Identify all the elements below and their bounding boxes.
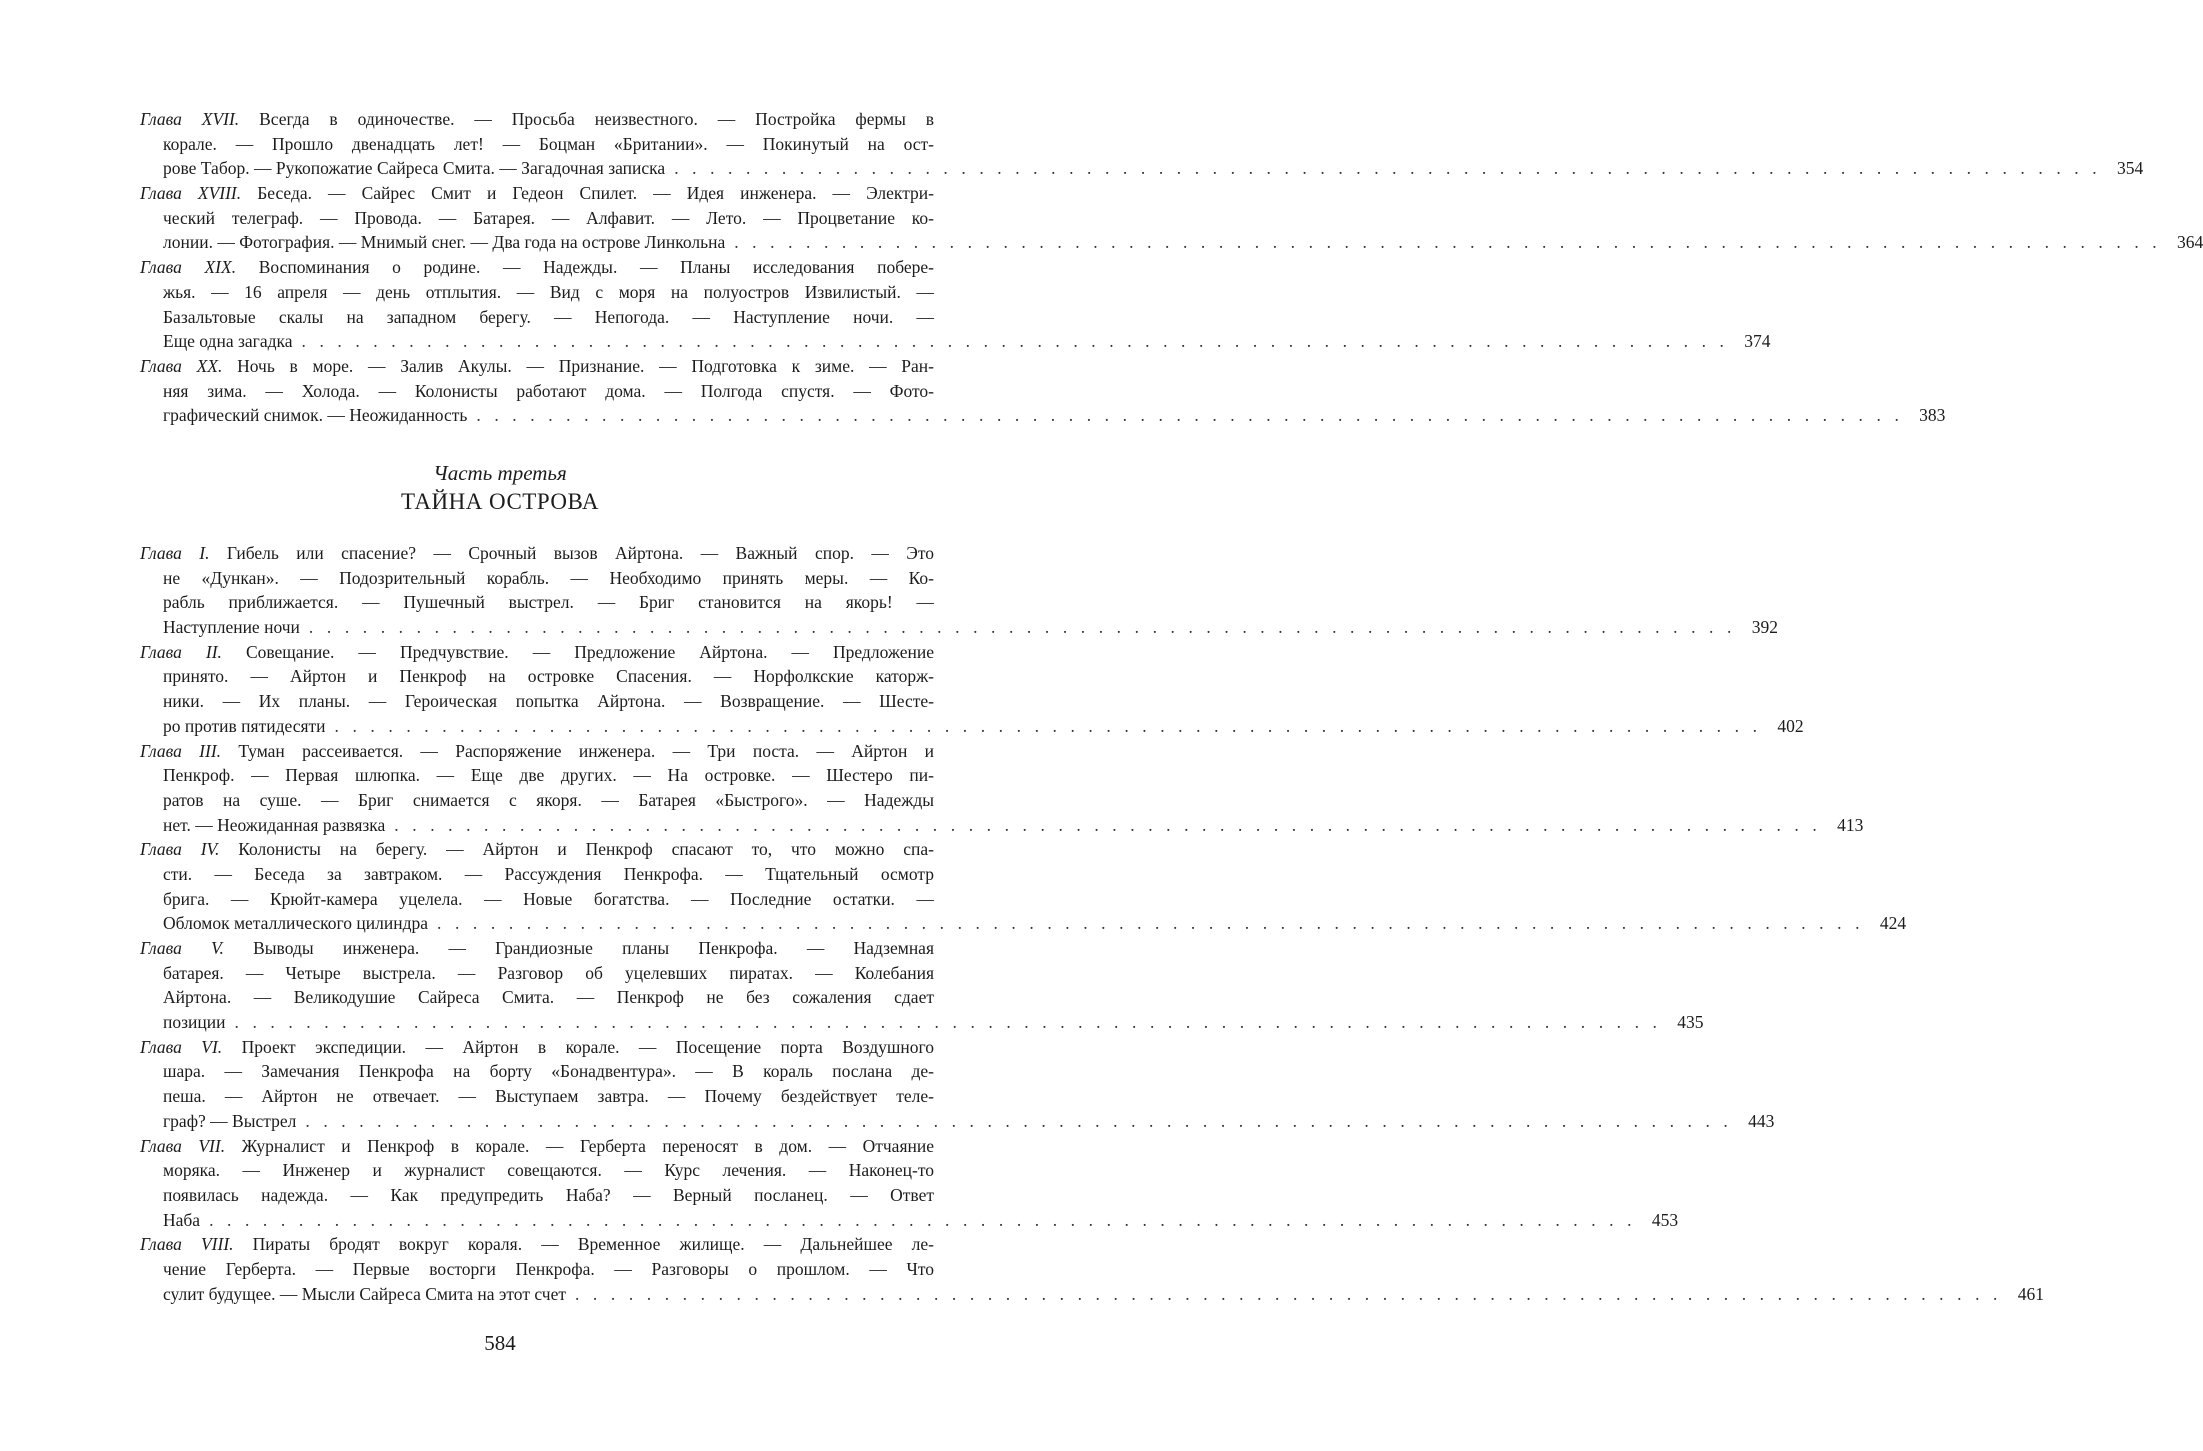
toc-line-last bbox=[140, 911, 1907, 936]
toc-line-last bbox=[140, 156, 2144, 181]
toc-entry bbox=[140, 837, 1907, 936]
chapter-text: Журналист и Пенкроф в корале. — Герберта переносят в дом. — Отчаяние bbox=[241, 1135, 934, 1156]
chapter-text: ратов на суше. — Бриг снимается с якоря. — Батарея «Быстрого». — Надежды bbox=[163, 789, 934, 810]
toc-entry bbox=[140, 541, 1778, 640]
part-subtitle: Часть третья bbox=[433, 461, 567, 485]
dot-leader: . . . . . . . . . . . . . . . . . . . . . . . . . . . . . . . . . . . . . . . . . . . . . . . . . . . . . . . . . . . . . . . . . . . . . . . . . . . . . . . . bbox=[308, 617, 1736, 638]
toc-line bbox=[140, 181, 934, 206]
chapter-text: моряка. — Инженер и журналист совещаются. — Курс лечения. — Наконец-то bbox=[163, 1160, 934, 1181]
chapter-text: жья. — 16 апреля — день отплытия. — Вид с моря на полуостров Извилистый. — bbox=[163, 281, 934, 302]
chapter-text: рабль приближается. — Пушечный выстрел. — Бриг становится на якорь! — bbox=[163, 592, 934, 613]
toc-line-last bbox=[140, 1109, 1775, 1134]
chapter-text: Выводы инженера. — Грандиозные планы Пенкрофа. — Надземная bbox=[253, 938, 935, 958]
chapter-text: пеша. — Айртон не отвечает. — Выступаем завтра. — Почему бездействует теле- bbox=[163, 1086, 934, 1107]
chapter-text: чение Герберта. — Первые восторги Пенкрофа. — Разговоры о прошлом. — Что bbox=[163, 1258, 934, 1279]
toc-entry bbox=[140, 107, 2144, 181]
chapter-text: Обломок металлического цилиндра bbox=[163, 913, 429, 934]
chapter-text: Туман рассеивается. — Распоряжение инженера. — Три поста. — Айртон и bbox=[238, 740, 935, 761]
dot-leader: . . . . . . . . . . . . . . . . . . . . . . . . . . . . . . . . . . . . . . . . . . . . . . . . . . . . . . . . . . . . . . . . . . . . . . . . . . . . . . . . bbox=[437, 913, 1865, 934]
chapter-text: Совещание. — Предчувствие. — Предложение Айртона. — Предложение bbox=[245, 641, 935, 662]
chapter-label: Глава VI. bbox=[140, 1036, 223, 1057]
toc-line bbox=[140, 763, 934, 788]
toc-line-last bbox=[140, 615, 1778, 640]
toc-entry bbox=[140, 255, 1771, 354]
toc-line-last bbox=[140, 230, 2203, 255]
dot-leader: . . . . . . . . . . . . . . . . . . . . . . . . . . . . . . . . . . . . . . . . . . . . . . . . . . . . . . . . . . . . . . . . . . . . . . . . . . . . . . . . bbox=[574, 1283, 2003, 1304]
toc-line bbox=[140, 1183, 934, 1208]
chapter-text: няя зима. — Холода. — Колонисты работают дома. — Полгода спустя. — Фото- bbox=[163, 380, 934, 401]
chapter-text: ро против пятидесяти bbox=[163, 715, 326, 736]
toc-line bbox=[140, 1059, 934, 1084]
toc-line bbox=[140, 107, 934, 132]
toc-entry bbox=[140, 640, 1804, 739]
toc-line bbox=[140, 985, 934, 1010]
chapter-text: Воспоминания о родине. — Надежды. — Планы исследования побере- bbox=[258, 257, 934, 278]
chapter-page-number: 383 bbox=[1919, 405, 1946, 426]
chapter-text: ники. — Их планы. — Героическая попытка Айртона. — Возвращение. — Шесте- bbox=[163, 691, 934, 712]
toc-line bbox=[140, 1084, 934, 1109]
chapter-label: Глава XVII. bbox=[140, 109, 240, 129]
toc-line bbox=[140, 132, 934, 157]
chapter-text: лонии. — Фотография. — Мнимый снег. — Два года на острове Линкольна bbox=[163, 232, 726, 253]
toc-line bbox=[140, 664, 934, 689]
toc-entry bbox=[140, 936, 1704, 1035]
chapter-text: нет. — Неожиданная развязка bbox=[163, 814, 386, 835]
toc-line bbox=[140, 379, 934, 404]
toc-line bbox=[140, 961, 934, 986]
toc-line bbox=[140, 305, 934, 330]
chapter-label: Глава XVIII. bbox=[140, 183, 242, 204]
toc-line bbox=[140, 206, 934, 231]
chapter-text: брига. — Крюйт-камера уцелела. — Новые богатства. — Последние остатки. — bbox=[163, 888, 934, 909]
chapter-page-number: 413 bbox=[1837, 814, 1864, 835]
toc-line bbox=[140, 739, 934, 764]
chapter-text: принято. — Айртон и Пенкроф на островке Спасения. — Норфолкские каторж- bbox=[163, 666, 934, 687]
chapter-text: Проект экспедиции. — Айртон в корале. — Посещение порта Воздушного bbox=[241, 1036, 935, 1057]
toc-line bbox=[140, 590, 934, 615]
chapter-page-number: 443 bbox=[1748, 1110, 1775, 1131]
chapter-text: Гибель или спасение? — Срочный вызов Айртона. — Важный спор. — Это bbox=[226, 543, 934, 563]
chapter-page-number: 392 bbox=[1751, 617, 1778, 638]
dot-leader: . . . . . . . . . . . . . . . . . . . . . . . . . . . . . . . . . . . . . . . . . . . . . . . . . . . . . . . . . . . . . . . . . . . . . . . . . . . . . . . . bbox=[334, 715, 1762, 736]
toc-line bbox=[140, 689, 934, 714]
page-number: 584 bbox=[484, 1331, 516, 1355]
chapter-text: Пираты бродят вокруг кораля. — Временное жилище. — Дальнейшее ле- bbox=[252, 1234, 934, 1255]
toc-line-last bbox=[140, 1010, 1704, 1035]
chapter-text: Колонисты на берегу. — Айртон и Пенкроф спасают то, что можно спа- bbox=[238, 839, 934, 860]
chapter-text: батарея. — Четыре выстрела. — Разговор об уцелевших пиратах. — Колебания bbox=[163, 962, 934, 983]
chapter-page-number: 424 bbox=[1879, 913, 1907, 934]
chapter-label: Глава IV. bbox=[140, 839, 220, 860]
chapter-page-number: 364 bbox=[2177, 232, 2203, 253]
toc-line bbox=[140, 936, 934, 961]
chapter-text: корале. — Прошло двенадцать лет! — Боцман «Британии». — Покинутый на ост- bbox=[163, 133, 934, 154]
dot-leader: . . . . . . . . . . . . . . . . . . . . . . . . . . . . . . . . . . . . . . . . . . . . . . . . . . . . . . . . . . . . . . . . . . . . . . . . . . . . . . . . bbox=[394, 814, 1822, 835]
chapter-text: ческий телеграф. — Провода. — Батарея. — Алфавит. — Лето. — Процветание ко- bbox=[163, 207, 934, 228]
toc-line bbox=[140, 280, 934, 305]
chapter-label: Глава VIII. bbox=[140, 1234, 234, 1255]
toc-entry bbox=[140, 1035, 1775, 1134]
toc-line bbox=[140, 1134, 934, 1159]
toc-line-last bbox=[140, 1208, 1679, 1233]
chapter-label: Глава VII. bbox=[140, 1135, 226, 1156]
toc-line bbox=[140, 640, 934, 665]
chapter-text: сулит будущее. — Мысли Сайреса Смита на этот счет bbox=[163, 1283, 566, 1304]
dot-leader: . . . . . . . . . . . . . . . . . . . . . . . . . . . . . . . . . . . . . . . . . . . . . . . . . . . . . . . . . . . . . . . . . . . . . . . . . . . . . . . . bbox=[674, 158, 2102, 179]
chapter-text: Наба bbox=[163, 1209, 201, 1230]
chapter-label: Глава III. bbox=[140, 740, 222, 761]
chapter-text: Беседа. — Сайрес Смит и Гедеон Спилет. — Идея инженера. — Электри- bbox=[257, 183, 934, 204]
toc-line-last bbox=[140, 1282, 2045, 1307]
chapter-text: Базальтовые скалы на западном берегу. — Непогода. — Наступление ночи. — bbox=[163, 306, 934, 327]
toc-line bbox=[140, 541, 934, 566]
chapter-label: Глава XX. bbox=[140, 355, 223, 376]
toc-line-last bbox=[140, 714, 1804, 739]
dot-leader: . . . . . . . . . . . . . . . . . . . . . . . . . . . . . . . . . . . . . . . . . . . . . . . . . . . . . . . . . . . . . . . . . . . . . . . . . . . . . . . . bbox=[209, 1209, 1637, 1230]
chapter-text: Айртона. — Великодушие Сайреса Смита. — Пенкроф не без сожаления сдает bbox=[163, 987, 934, 1008]
chapter-label: Глава XIX. bbox=[140, 257, 237, 278]
chapter-text: позиции bbox=[163, 1012, 226, 1033]
toc-line-last bbox=[140, 813, 1864, 838]
toc-entry bbox=[140, 354, 1946, 428]
part-title: ТАЙНА ОСТРОВА bbox=[400, 489, 600, 514]
toc-line-last bbox=[140, 329, 1771, 354]
chapter-text: Всегда в одиночестве. — Просьба неизвестного. — Постройка фермы в bbox=[259, 109, 935, 129]
dot-leader: . . . . . . . . . . . . . . . . . . . . . . . . . . . . . . . . . . . . . . . . . . . . . . . . . . . . . . . . . . . . . . . . . . . . . . . . . . . . . . . . bbox=[234, 1012, 1662, 1033]
dot-leader: . . . . . . . . . . . . . . . . . . . . . . . . . . . . . . . . . . . . . . . . . . . . . . . . . . . . . . . . . . . . . . . . . . . . . . . . . . . . . . . . bbox=[305, 1110, 1733, 1131]
toc-line bbox=[140, 837, 934, 862]
chapter-page-number: 453 bbox=[1651, 1209, 1679, 1230]
dot-leader: . . . . . . . . . . . . . . . . . . . . . . . . . . . . . . . . . . . . . . . . . . . . . . . . . . . . . . . . . . . . . . . . . . . . . . . . . . . . . . . . bbox=[476, 405, 1904, 426]
dot-leader: . . . . . . . . . . . . . . . . . . . . . . . . . . . . . . . . . . . . . . . . . . . . . . . . . . . . . . . . . . . . . . . . . . . . . . . . . . . . . . . . bbox=[734, 232, 2162, 253]
toc-line bbox=[140, 788, 934, 813]
chapter-text: сти. — Беседа за завтраком. — Рассуждения Пенкрофа. — Тщательный осмотр bbox=[163, 863, 934, 884]
toc-entry bbox=[140, 181, 2203, 255]
toc-line bbox=[140, 1035, 934, 1060]
chapter-text: появилась надежда. — Как предупредить Наба? — Верный посланец. — Ответ bbox=[163, 1184, 934, 1205]
chapter-page-number: 374 bbox=[1744, 331, 1771, 352]
toc-line bbox=[140, 1257, 934, 1282]
chapter-page-number: 461 bbox=[2017, 1283, 2045, 1304]
chapter-text: Ночь в море. — Залив Акулы. — Признание. — Подготовка к зиме. — Ран- bbox=[237, 355, 934, 376]
toc-line bbox=[140, 1232, 934, 1257]
chapter-text: граф? — Выстрел bbox=[163, 1110, 297, 1131]
toc-section-part3 bbox=[140, 541, 2045, 1306]
chapter-page-number: 354 bbox=[2116, 158, 2144, 179]
toc-entry bbox=[140, 1134, 1679, 1233]
toc-entry bbox=[140, 739, 1864, 838]
chapter-text: рове Табор. — Рукопожатие Сайреса Смита. — Загадочная записка bbox=[163, 158, 666, 179]
chapter-page-number: 402 bbox=[1777, 715, 1804, 736]
chapter-text: графический снимок. — Неожиданность bbox=[163, 405, 468, 426]
chapter-text: Наступление ночи bbox=[163, 617, 300, 638]
toc-line bbox=[140, 887, 934, 912]
toc-line bbox=[140, 255, 934, 280]
toc-line bbox=[140, 862, 934, 887]
chapter-label: Глава I. bbox=[140, 543, 210, 563]
toc-line bbox=[140, 566, 934, 591]
toc-line bbox=[140, 354, 934, 379]
toc-entry bbox=[140, 1232, 2045, 1306]
chapter-label: Глава V. bbox=[140, 938, 224, 958]
chapter-text: шара. — Замечания Пенкрофа на борту «Бонадвентура». — В кораль послана де- bbox=[163, 1061, 934, 1082]
chapter-text: Еще одна загадка bbox=[163, 331, 293, 352]
chapter-text: Пенкроф. — Первая шлюпка. — Еще две других. — На островке. — Шестеро пи- bbox=[163, 765, 934, 786]
chapter-text: не «Дункан». — Подозрительный корабль. — Необходимо принять меры. — Ко- bbox=[163, 567, 934, 588]
toc-section-part2-end bbox=[140, 107, 2203, 428]
chapter-label: Глава II. bbox=[140, 641, 222, 662]
chapter-page-number: 435 bbox=[1677, 1012, 1704, 1033]
dot-leader: . . . . . . . . . . . . . . . . . . . . . . . . . . . . . . . . . . . . . . . . . . . . . . . . . . . . . . . . . . . . . . . . . . . . . . . . . . . . . . . . bbox=[301, 331, 1729, 352]
toc-line bbox=[140, 1158, 934, 1183]
toc-line-last bbox=[140, 403, 1946, 428]
